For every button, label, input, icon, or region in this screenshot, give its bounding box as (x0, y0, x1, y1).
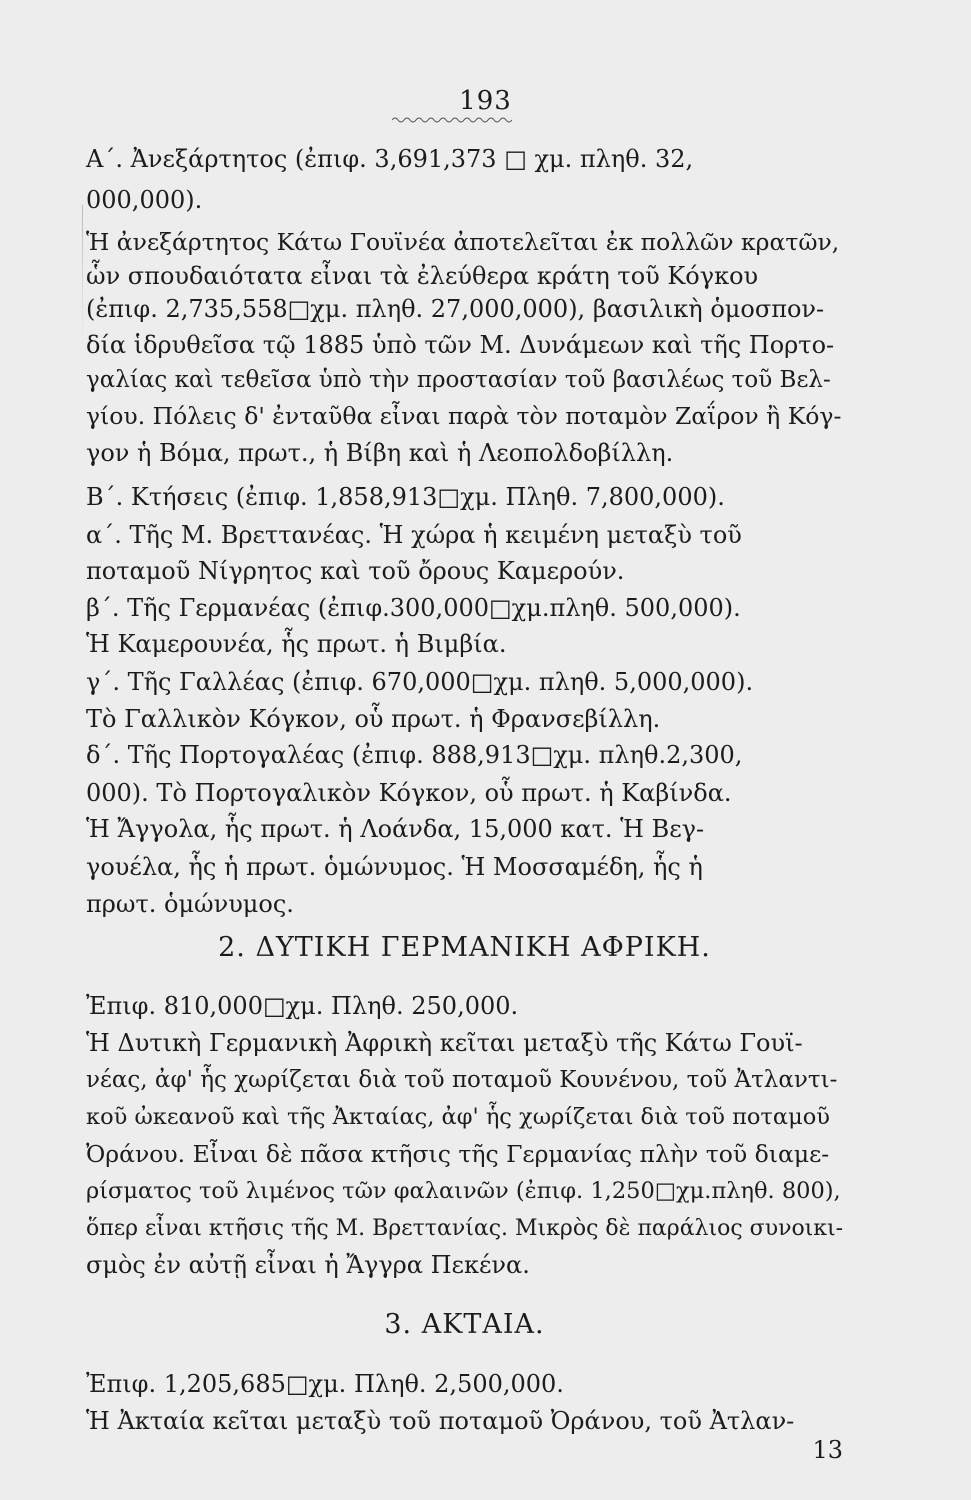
text-line: ὅπερ εἶναι κτῆσις τῆς Μ. Βρεττανίας. Μικρὸς δὲ παράλιος συνοικι- (86, 1216, 844, 1241)
text-line: δία ἱδρυθεῖσα τῷ 1885 ὑπὸ τῶν Μ. Δυνάμεων καὶ τῆς Πορτο- (86, 331, 835, 359)
ornament-rule (392, 116, 512, 124)
text-line: κοῦ ὠκεανοῦ καὶ τῆς Ἀκταίας, ἀφ' ἧς χωρίζεται διὰ τοῦ ποταμοῦ (86, 1104, 830, 1130)
text-line: δ΄. Τῆς Πορτογαλέας (ἐπιφ. 888,913□χμ. πληθ.2,300, (86, 741, 743, 769)
text-line: ποταμοῦ Νίγρητος καὶ τοῦ ὄρους Καμερούν. (86, 557, 625, 585)
text-line: (ἐπιφ. 2,735,558□χμ. πληθ. 27,000,000), βασιλικὴ ὁμοσπον- (86, 295, 825, 323)
text-line: Ἐπιφ. 1,205,685□χμ. Πληθ. 2,500,000. (86, 1370, 564, 1398)
text-line: ρίσματος τοῦ λιμένος τῶν φαλαινῶν (ἐπιφ. 1,250□χμ.πληθ. 800), (86, 1178, 841, 1204)
text-line: Β΄. Κτήσεις (ἐπιφ. 1,858,913□χμ. Πληθ. 7,800,000). (86, 483, 725, 511)
signature-mark: 13 (812, 1436, 843, 1464)
text-line: σμὸς ἐν αὐτῇ εἶναι ἡ Ἄγγρα Πεκένα. (86, 1251, 530, 1279)
scan-shadow (82, 205, 83, 345)
text-line: 000). Τὸ Πορτογαλικὸν Κόγκον, οὗ πρωτ. ἡ Καβίνδα. (86, 779, 732, 807)
text-line: 000,000). (86, 186, 203, 214)
text-line: γίου. Πόλεις δ' ἐνταῦθα εἶναι παρὰ τὸν ποταμὸν Ζαΐρον ἢ Κόγ- (86, 402, 842, 430)
text-line: γουέλα, ἧς ἡ πρωτ. ὁμώνυμος. Ἡ Μοσσαμέδη, ἧς ἡ (86, 853, 703, 881)
text-line: Τὸ Γαλλικὸν Κόγκον, οὗ πρωτ. ἡ Φρανσεβίλλη. (86, 705, 661, 733)
text-line: Ἡ ἀνεξάρτητος Κάτω Γουϊνέα ἀποτελεῖται ἐκ πολλῶν κρατῶν, (86, 228, 840, 256)
text-line: Ἡ Ἀκταία κεῖται μεταξὺ τοῦ ποταμοῦ Ὀράνου, τοῦ Ἀτλαν- (86, 1407, 795, 1435)
text-line: Ἐπιφ. 810,000□χμ. Πληθ. 250,000. (86, 992, 519, 1020)
text-line: β΄. Τῆς Γερμανέας (ἐπιφ.300,000□χμ.πληθ. 500,000). (86, 594, 741, 622)
text-line: Ὀράνου. Εἶναι δὲ πᾶσα κτῆσις τῆς Γερμανίας πλὴν τοῦ διαμε- (86, 1140, 830, 1168)
text-line: Ἡ Καμερουνέα, ἧς πρωτ. ἡ Βιμβία. (86, 630, 507, 658)
text-line: Α΄. Ἀνεξάρτητος (ἐπιφ. 3,691,373 □ χμ. πληθ. 32, (86, 145, 694, 173)
text-line: νέας, ἀφ' ἧς χωρίζεται διὰ τοῦ ποταμοῦ Κουνένου, τοῦ Ἀτλαντι- (86, 1067, 838, 1093)
text-line: α΄. Τῆς Μ. Βρεττανέας. Ἡ χώρα ἡ κειμένη μεταξὺ τοῦ (86, 521, 742, 549)
page-number: 193 (459, 86, 512, 116)
text-line: γον ἡ Βόμα, πρωτ., ἡ Βίβη καὶ ἡ Λεοπολδοβίλλη. (86, 439, 674, 467)
text-line: Ἡ Ἄγγολα, ἧς πρωτ. ἡ Λοάνδα, 15,000 κατ. Ἡ Βεγ- (86, 815, 705, 843)
text-line: γ΄. Τῆς Γαλλέας (ἐπιφ. 670,000□χμ. πληθ. 5,000,000). (86, 668, 754, 696)
text-line: πρωτ. ὁμώνυμος. (86, 890, 294, 918)
text-line: ὧν σπουδαιότατα εἶναι τὰ ἐλεύθερα κράτη τοῦ Κόγκου (86, 262, 759, 290)
text-line: Ἡ Δυτικὴ Γερμανικὴ Ἀφρικὴ κεῖται μεταξὺ τῆς Κάτω Γουϊ- (86, 1029, 803, 1057)
section-heading: 3. ΑΚΤΑΙΑ. (384, 1309, 545, 1340)
section-heading: 2. ΔΥΤΙΚΗ ΓΕΡΜΑΝΙΚΗ ΑΦΡΙΚΗ. (218, 932, 711, 963)
text-line: γαλίας καὶ τεθεῖσα ὑπὸ τὴν προστασίαν τοῦ βασιλέως τοῦ Βελ- (86, 367, 831, 393)
